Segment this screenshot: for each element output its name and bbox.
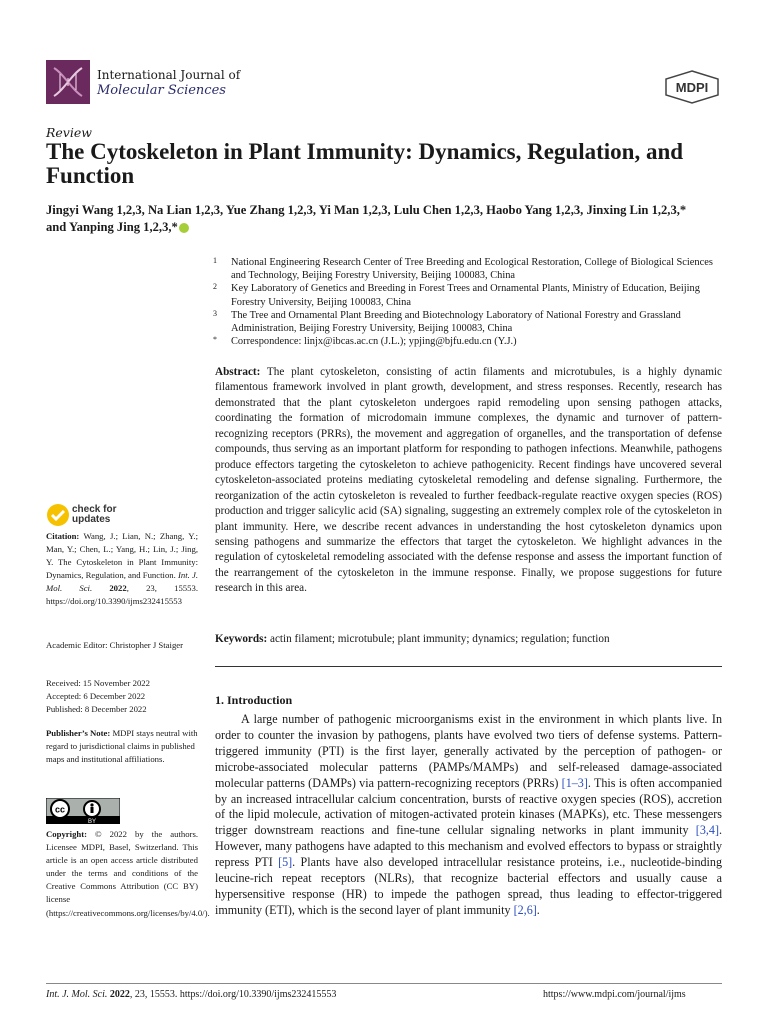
authors-line2 <box>46 219 726 236</box>
check-line1: check for <box>72 504 117 515</box>
abstract-label: Abstract: <box>215 366 261 378</box>
intro-text: . This is often accompanied by an increased intracellular calcium concentration, bursts of reactive oxygen species (ROS), accretion of the lipid molecule, activation of mitogen-activated protein kinases (MAPKs), etc. These messengers trigger downstream reactions and fine-tune cellular signaling networks in plant immunity <box>215 775 722 838</box>
footer-citation <box>46 989 336 1000</box>
mdpi-logo-icon <box>664 70 720 104</box>
citation-doi[interactable]: , 23, 15553. https://doi.org/10.3390/ijms232415553 <box>46 583 198 607</box>
affiliation-num: 2 <box>213 282 217 292</box>
svg-text:cc: cc <box>54 804 66 815</box>
note-label: Publisher’s Note: <box>46 728 111 738</box>
citation-link[interactable]: [5] <box>278 855 293 870</box>
check-for-updates-label <box>72 505 116 525</box>
note-text: MDPI stays neutral with regard to jurisdictional claims in published maps and institutional affiliations. <box>46 728 198 765</box>
copyright-label: Copyright: <box>46 829 88 839</box>
correspondence-text: Correspondence: linjx@ibcas.ac.cn (J.L.); ypjing@bjfu.edu.cn (Y.J.) <box>231 336 517 348</box>
abstract <box>215 365 722 597</box>
keywords-label: Keywords: <box>215 633 268 645</box>
copyright-text: © 2022 by the authors. Licensee MDPI, Basel, Switzerland. This article is an open access article distributed under the terms and conditions of the Creative Commons Attribution (CC BY) license (https://creativecommons.org/licenses/by/4.0/). <box>46 829 210 918</box>
check-line2: updates <box>72 514 111 525</box>
affiliation-num: * <box>213 335 217 345</box>
authors-line2-text: and Yanping Jing 1,2,3,* <box>46 220 178 234</box>
author-list <box>46 202 726 236</box>
date-accepted: Accepted: 6 December 2022 <box>46 691 146 702</box>
page-title: The Cytoskeleton in Plant Immunity: Dynamics, Regulation, and Function <box>46 139 684 188</box>
introduction-paragraph <box>215 712 722 919</box>
journal-name-line2: Molecular Sciences <box>97 83 226 98</box>
journal-name-line1: International Journal of <box>97 68 241 82</box>
cc-by-label: BY <box>87 819 97 824</box>
article-type: Review <box>46 125 92 140</box>
affiliation-num: 3 <box>213 308 217 318</box>
orcid-icon[interactable] <box>179 223 189 233</box>
publication-dates <box>46 677 198 716</box>
keywords-text: actin filament; microtubule; plant immunity; dynamics; regulation; function <box>270 633 610 645</box>
intro-text: A large number of pathogenic microorganisms exist in the environment in which plants live. In order to counter the invasion by pathogens, plants have evolved two tiers of defense systems. Pattern-triggered immunity (PTI) is the first layer, generally activated by the perception of pathogen- or microbe-associated molecular patterns (PAMPs/MAMPs) and self-released damage-associated molecular patterns (DAMPs) via pattern-recognizing receptors (PRRs) <box>215 712 722 790</box>
affiliation-text: Key Laboratory of Genetics and Breeding in Forest Trees and Ornamental Plants, Ministry of Education, Beijing Forestry University, Beijing 100083, China <box>231 283 700 308</box>
citation-text: Wang, J.; Lian, N.; Zhang, Y.; Man, Y.; Chen, L.; Yang, H.; Lin, J.; Jing, Y. The Cytoskeleton in Plant Immunity: Dynamics, Regulation, and Function. <box>46 531 199 581</box>
affiliation-item <box>213 282 725 308</box>
journal-name <box>97 68 240 98</box>
date-published: Published: 8 December 2022 <box>46 704 147 715</box>
footer-journal: Int. J. Mol. Sci. <box>46 989 108 1000</box>
section-heading: 1. Introduction <box>215 693 293 707</box>
affiliation-item <box>213 256 725 282</box>
check-for-updates-icon <box>46 503 70 527</box>
journal-logo-icon <box>46 60 90 104</box>
copyright-notice <box>46 828 210 920</box>
footer-year: 2022 <box>109 989 130 1000</box>
intro-text: . Plants have also developed intracellular resistance proteins, i.e., nucleotide-binding leucine-rich repeat receptors (NLRs), that recognize bacterial effectors and usually cause a hypersensitive response (HR) to impede the pathogen spread, thus leading to effector-triggered immunity (ETI), which is the second layer of plant immunity <box>215 855 723 917</box>
abstract-text: The plant cytoskeleton, consisting of actin filaments and microtubules, is a highly dynamic filamentous framework involved in plant growth, development, and stress responses. Recently, research has demonstrated that the plant cytoskeleton undergoes rapid remodeling upon sensing pathogen attacks, coordinating the formation of microdomain immune complexes, the dynamic and turnover of pattern-recognizing receptors (PRRs), the movement and aggregation of organelles, and the transportation of defense compounds, thus serving as an important platform for responding to pathogen infections. Meanwhile, pathogens produce effectors targeting the cytoskeleton to achieve pathogenicity. Recent findings have uncovered several cytoskeleton-associated proteins mediating cytoskeletal remodeling and defense signaling. Furthermore, the reorganization of the actin cytoskeleton is revealed to further feedback-regulate reactive oxygen species (ROS) production and trigger salicylic acid (SA) signaling, suggesting an extremely complex role of the cytoskeleton in plant immunity. Here, we describe recent advances in understanding the host cytoskeleton dynamics upon sensing pathogens and summarize the effectors that target the cytoskeleton. We highlight advances in the regulation of cytoskeletal remodeling associated with the defense response and assess the important function of the rearrangement of the cytoskeleton in the immune response. Finally, we propose suggestions for future research in this area. <box>215 366 722 595</box>
citation-journal: Int. J. Mol. Sci. <box>46 570 199 594</box>
section-divider <box>215 666 722 667</box>
mdpi-logo-text: MDPI <box>675 80 709 95</box>
citation-label: Citation: <box>46 531 80 541</box>
footer-doi[interactable]: , 23, 15553. https://doi.org/10.3390/ijms232415553 <box>129 989 337 1000</box>
affiliation-item <box>213 309 725 335</box>
check-for-updates-button[interactable] <box>46 503 166 529</box>
authors-line1: Jingyi Wang 1,2,3, Na Lian 1,2,3, Yue Zhang 1,2,3, Yi Man 1,2,3, Lulu Chen 1,2,3, Haobo Yang 1,2,3, Jinxing Lin 1,2,3,* <box>46 203 687 217</box>
affiliation-num: 1 <box>213 256 217 265</box>
footer-divider <box>46 983 722 984</box>
citation-link[interactable]: [3,4] <box>695 823 719 838</box>
affiliations <box>213 256 725 348</box>
academic-editor: Academic Editor: Christopher J Staiger <box>46 640 184 650</box>
affiliation-text: National Engineering Research Center of Tree Breeding and Ecological Restoration, College of Biological Sciences and Technology, Beijing Forestry University, Beijing 100083, China <box>231 257 713 282</box>
citation-year: 2022 <box>109 583 127 594</box>
publisher-note <box>46 727 198 766</box>
affiliation-text: The Tree and Ornamental Plant Breeding and Biotechnology Laboratory of National Forestry and Grassland Administration, Beijing Forestry University, Beijing 100083, China <box>231 309 681 335</box>
footer-journal-url[interactable]: https://www.mdpi.com/journal/ijms <box>543 989 686 1000</box>
keywords <box>215 632 722 647</box>
correspondence <box>213 335 725 348</box>
intro-text: . <box>536 902 540 917</box>
citation-link[interactable]: [1–3] <box>561 775 588 790</box>
cc-by-license-icon[interactable] <box>46 798 120 824</box>
date-received: Received: 15 November 2022 <box>46 678 150 688</box>
sidebar-citation <box>46 530 198 609</box>
citation-link[interactable]: [2,6] <box>513 902 537 917</box>
intro-text: . However, many pathogens have adapted to this mechanism and evolved effectors to bypass or straightly repress PTI <box>215 823 722 870</box>
